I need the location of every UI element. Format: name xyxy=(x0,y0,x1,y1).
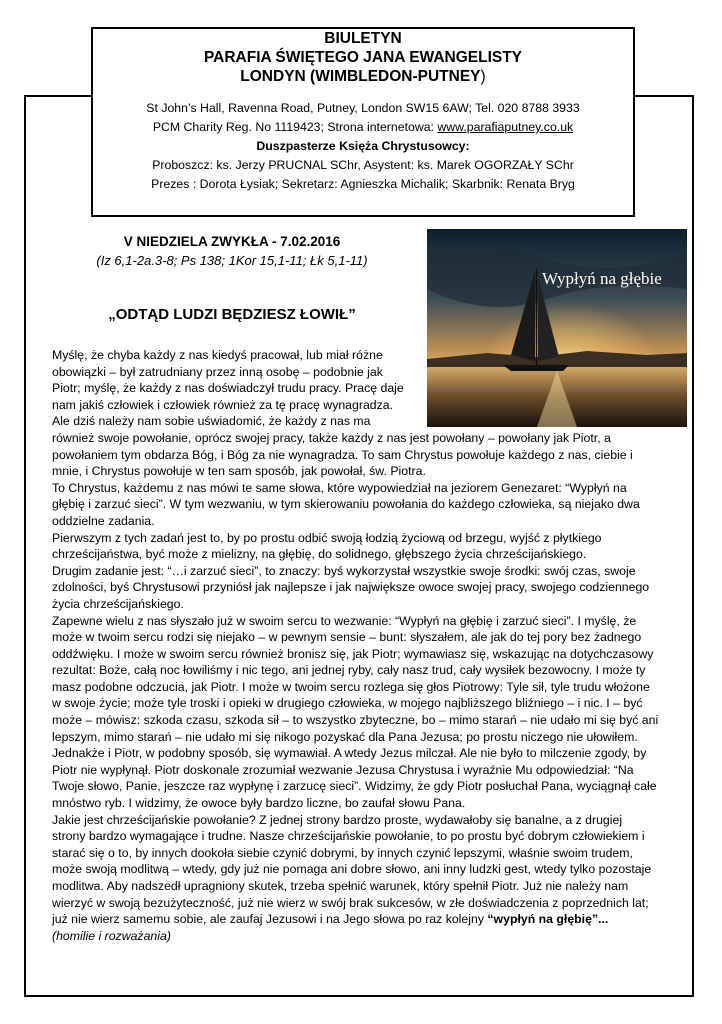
text-line: Drugim zadanie jest: “…i zarzuć sieci”, to znaczy: byś wykorzystał wszystkie swoje środki: swój czas, swoje xyxy=(52,563,636,578)
pastors-heading: Duszpasterze Księża Chrystusowcy: xyxy=(256,139,470,153)
text-line: zdolności, byś Chrystusowi przyniósł jak najlepsze i jak największe owoce swojej pracy, swojego codziennego xyxy=(52,580,650,595)
text-line: oddźwięku. I może w swoim sercu również bronisz się, jak Piotr; wymawiasz się, wskazując na dotychczasowy xyxy=(52,646,654,661)
text-line: Piotr nie wypłynął. Piotr doskonale zrozumiał wezwanie Jezusa Chrystusa i wyraźnie Mu odpowiedział: “Na xyxy=(52,762,634,777)
bulletin-header xyxy=(91,27,635,217)
text-line: rezultat: Boże, całą noc łowiliśmy i nic tego, ani jednej ryby, cały nasz trud, cały wysiłek bezowocny. I może ty xyxy=(52,663,646,678)
text-line: życia chrześcijańskiego. xyxy=(52,596,184,611)
wide-paragraphs xyxy=(52,430,689,911)
text-line: obowiązki – był zatrudniany przez inną osobę – podobnie jak xyxy=(52,364,383,379)
text-line: lepszym, mimo starań – nie udało mi się nikogo pozyskać dla Pana Jezusa; po prostu niczego nie ułowiłem. xyxy=(52,729,638,744)
text-line: głębię i zarzuć sieci”. W tym wezwaniu, w tym skierowaniu powołania do każdego człowieka, są niejako dwa xyxy=(52,497,640,512)
charity-line: PCM Charity Reg. No 1119423; Strona internetowa: www.parafiaputney.co.uk xyxy=(152,120,574,134)
text-line: może swoją modlitwą – wtedy, gdy już nie pomaga ani dobre słowo, ani inny ludzki gest, wtedy tylko pozostaje xyxy=(52,862,652,877)
narrow-paragraph xyxy=(52,347,417,430)
bulletin-title: BIULETYN xyxy=(324,30,402,47)
photo-caption: Wypłyń na głębie xyxy=(542,269,662,288)
sunday-date: V NIEDZIELA ZWYKŁA - 7.02.2016 xyxy=(123,234,341,249)
text-line: mnie, i Chrystus powołuje w ten sam sposób, jak powołał, św. Piotra. xyxy=(52,464,426,479)
text-line: chrześcijaństwa, być może z mielizny, na głębię, do solidnego, głębszego życia chrześcijańskiego. xyxy=(52,547,587,562)
text-line: To Chrystus, każdemu z nas mówi te same słowa, które wypowiedział na jeziorem Genezaret: “Wypłyń na xyxy=(52,480,627,495)
text-line: powołaniem tym obdarza Bóg, i Bóg za nie wynagradza. To sam Chrystus powołuje każdego z nas, ciebie i xyxy=(52,447,633,462)
text-line: Twoje słowo, Panie, jeszcze raz wypłynę i zarzucę sieci”. Widzimy, że gdy Piotr posłuchał Pana, wyciągnął całe xyxy=(52,779,657,794)
clergy-line: Proboszcz: ks. Jerzy PRUCNAL SChr, Asystent: ks. Marek OGORZAŁY SChr xyxy=(152,158,574,172)
text-line: oddzielne zadania. xyxy=(52,513,155,528)
text-line: strony bardzo wymagające i trudne. Nasze chrześcijańskie powołanie, to po prostu być dobrym człowiekiem i xyxy=(52,829,645,844)
homily-article xyxy=(52,225,689,944)
text-line: Jednakże i Piotr, w podobny sposób, się wymawiał. A wtedy Jezus milczał. Ale nie było to milczenie zgody, by xyxy=(52,746,647,761)
text-line: modlitwa. Aby nadszedł upragniony skutek, trzeba spełnić warunek, który spełnił Piotr. Już nie należy nam xyxy=(52,879,629,893)
text-line: Pierwszym z tych zadań jest to, by po prostu odbić swoją łodzią życiową od brzegu, wyjść z płytkiego xyxy=(52,530,602,545)
closing-line: już nie wierz samemu sobie, ale zaufaj Jezusowi i na Jego słowa po raz kolejny “wypłyń na głębię”... xyxy=(52,912,609,927)
homily-source: (homilie i rozważania) xyxy=(52,928,171,943)
text-line: Zapewne wielu z nas słyszało już w swoim sercu to wezwanie: “Wypłyń na głębię i zarzuć sieci”. I myślę, że xyxy=(52,613,637,628)
address-line: St John’s Hall, Ravenna Road, Putney, London SW15 6AW; Tel. 020 8788 3933 xyxy=(146,101,580,115)
text-line: Piotr; myślę, że każdy z nas doświadczył trudu pracy. Pracę daje xyxy=(52,381,404,396)
website-link[interactable]: www.parafiaputney.co.uk xyxy=(437,120,574,134)
text-line: masz podobne odczucia, jak Piotr. I może w twoim sercu rozlega się głos Piotrowy: Tyle sił, tyle trudu włożone xyxy=(52,679,650,694)
text-line: również swoje powołanie, oprócz swojej pracy, także każdy z nas jest powołany – powołany jak Piotr, a xyxy=(52,430,611,445)
officers-line: Prezes : Dorota Łysiak; Sekretarz: Agnieszka Michalik; Skarbnik: Renata Bryg xyxy=(151,177,575,191)
bible-readings: (Iz 6,1-2a.3-8; Ps 138; 1Kor 15,1-11; Łk 5,1-11) xyxy=(96,253,368,268)
text-line: nam jakiś człowiek i człowiek również za tę pracę wynagradza. xyxy=(52,397,394,412)
text-line: może – mówisz: szkoda czasu, szkoda sił – to wszystko zbyteczne, bo – mimo starań – nie udało mi się być ani xyxy=(52,713,659,728)
text-line: może w twoim sercu rodzi się niejako – w pewnym sensie – bunt: słyszałem, ale jak do tej pory bez żadnego xyxy=(52,630,642,645)
text-line: wierzyć w swoją bezużyteczność, już nie wierz w swój brak sukcesów, w złe doświadczenia z poprzednich lat; xyxy=(52,895,649,910)
text-line: w swoje życie; może tyle troski i opieki w drugiego człowieka, w mojego najbliższego bliźniego – i nic. I – być xyxy=(52,696,643,711)
text-line: starać się o to, by innych dookoła siebie czynić dobrymi, by innych czynić lepszymi, właśnie swoim trudem, xyxy=(52,845,633,860)
sailboat-image xyxy=(427,229,687,427)
parish-location: LONDYN (WIMBLEDON-PUTNEY) xyxy=(240,68,486,85)
homily-title: „ODTĄD LUDZI BĘDZIESZ ŁOWIŁ” xyxy=(108,306,356,323)
text-line: Ale dziś należy nam sobie uświadomić, że każdy z nas ma xyxy=(52,414,371,429)
text-line: Myślę, że chyba każdy z nas kiedyś pracował, lub miał różne xyxy=(52,348,383,362)
homily-text xyxy=(52,347,689,944)
text-line: mnóstwo ryb. I widzimy, że owoce były bardzo liczne, bo zaufał słowu Pana. xyxy=(52,796,466,811)
parish-name: PARAFIA ŚWIĘTEGO JANA EWANGELISTY xyxy=(203,49,523,66)
sailboat-sunset-photo xyxy=(427,229,687,427)
text-line: Jakie jest chrześcijańskie powołanie? Z jednej strony bardzo proste, wydawałoby się banalne, a z drugiej xyxy=(52,812,623,827)
